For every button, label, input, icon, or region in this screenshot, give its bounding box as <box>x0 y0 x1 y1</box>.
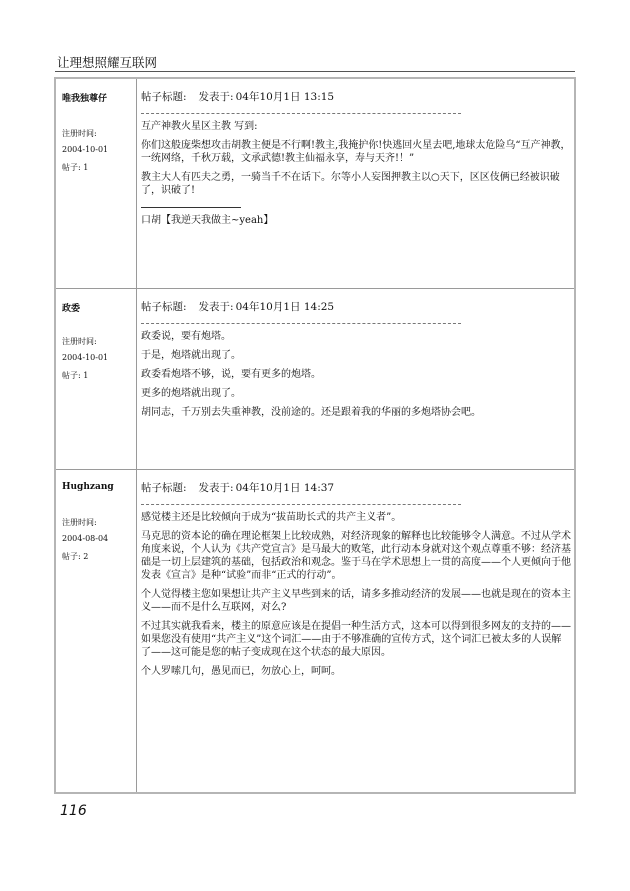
posted-time: 04年10月1日 14:37 <box>235 482 335 494</box>
posted-time: 04年10月1日 13:15 <box>235 91 335 103</box>
post-count <box>62 552 88 562</box>
post-count <box>62 163 88 173</box>
post-content <box>141 297 571 425</box>
reg-date: 2004-10-01 <box>62 145 109 154</box>
header-rule <box>55 71 575 72</box>
post-paragraph: 感觉楼主还是比较倾向于成为“拔苗助长式的共产主义者”。 <box>141 512 402 523</box>
author-name[interactable]: Hughzang <box>62 482 114 492</box>
post-count <box>62 371 88 381</box>
post-divider <box>141 504 461 505</box>
post-count-value: 1 <box>83 163 89 172</box>
post-paragraph: 个人觉得楼主您如果想让共产主义早些到来的话，请多多推动经济的发展——也就是现在的资本主义——而不是什么互联网，对么? <box>141 589 571 613</box>
post-divider <box>141 113 461 114</box>
post-count-label: 帖子: <box>62 371 81 380</box>
post-paragraph: 政委看炮塔不够，说，要有更多的炮塔。 <box>141 369 321 380</box>
post-content <box>141 87 571 233</box>
posted-label: 发表于: <box>198 91 234 103</box>
forum-post <box>56 470 574 792</box>
post-divider <box>141 323 461 324</box>
post-count-value: 2 <box>83 552 89 561</box>
post-paragraph: 更多的炮塔就出现了。 <box>141 388 241 399</box>
author-column <box>56 289 137 469</box>
quote-header: 互产神教火星区主教 写到: <box>141 121 258 132</box>
post-paragraph: 于是，炮塔就出现了。 <box>141 350 241 361</box>
subject-label: 帖子标题: <box>141 301 187 313</box>
post-paragraph: 政委说，要有炮塔。 <box>141 331 231 342</box>
posted-label: 发表于: <box>198 482 234 494</box>
reg-label: 注册时间: <box>62 518 97 527</box>
forum-thread <box>54 77 576 794</box>
post-paragraph: 马克思的资本论的确在理论框架上比较成熟，对经济现象的解释也比较能够令人满意。不过从学术角度来说，个人认为《共产党宣言》是马最大的败笔，此行动本身就对这个观点尊重不够：经济基础是一切上层建筑的基础，包括政治和观念。鉴于马在学术思想上一贯的高度——个人更倾向于他发表《宣言》是种“试验”而非“正式的行动”。 <box>141 531 571 581</box>
subject-label: 帖子标题: <box>141 91 187 103</box>
author-column <box>56 79 137 288</box>
post-count-label: 帖子: <box>62 163 81 172</box>
post-subject-line <box>141 301 571 314</box>
post-count-label: 帖子: <box>62 552 81 561</box>
post-paragraph: 不过其实就我看来，楼主的原意应该是在提倡一种生活方式，这本可以得到很多网友的支持的——如果您没有使用“共产主义”这个词汇——由于不够准确的宣传方式，这个词汇已被太多的人误解了——这可能是您的帖子变成现在这个状态的最大原因。 <box>141 621 571 658</box>
author-column <box>56 470 137 792</box>
posted-label: 发表于: <box>198 301 234 313</box>
reg-label: 注册时间: <box>62 129 97 138</box>
forum-post <box>56 289 574 470</box>
author-name[interactable]: 政委 <box>62 304 81 314</box>
post-paragraph: 教主大人有匹夫之勇，一骑当千不在话下。尔等小人妄图押教主以○天下，区区伎俩已经被识破了，识破了! <box>141 172 560 196</box>
forum-post <box>56 79 574 289</box>
post-content <box>141 478 571 684</box>
post-paragraph: 个人罗嗦几句，愚见而已，勿放心上，呵呵。 <box>141 666 341 677</box>
post-paragraph: 你们这般庞柴想攻击胡教主便是不行啊!教主,我掩护你!快逃回火星去吧,地球太危险乌“互产神教，一统网络，千秋万载，文承武德!教主仙福永享，寿与天齐!！” <box>141 140 571 164</box>
author-name[interactable]: 唯我独尊仔 <box>62 94 108 104</box>
post-count-value: 1 <box>83 371 89 380</box>
page-number: 116 <box>60 803 87 819</box>
book-header-title: 让理想照耀互联网 <box>57 55 158 70</box>
reg-date: 2004-08-04 <box>62 534 109 543</box>
post-paragraph: 胡同志，千万别去失重神教，没前途的。还是跟着我的华丽的多炮塔协会吧。 <box>141 407 481 418</box>
signature: 口胡【我逆天我做主~yeah】 <box>141 215 274 226</box>
reg-label: 注册时间: <box>62 337 97 346</box>
post-subject-line <box>141 482 571 495</box>
signature-rule <box>141 207 241 208</box>
subject-label: 帖子标题: <box>141 482 187 494</box>
post-subject-line <box>141 91 571 104</box>
posted-time: 04年10月1日 14:25 <box>235 301 335 313</box>
reg-date: 2004-10-01 <box>62 353 109 362</box>
